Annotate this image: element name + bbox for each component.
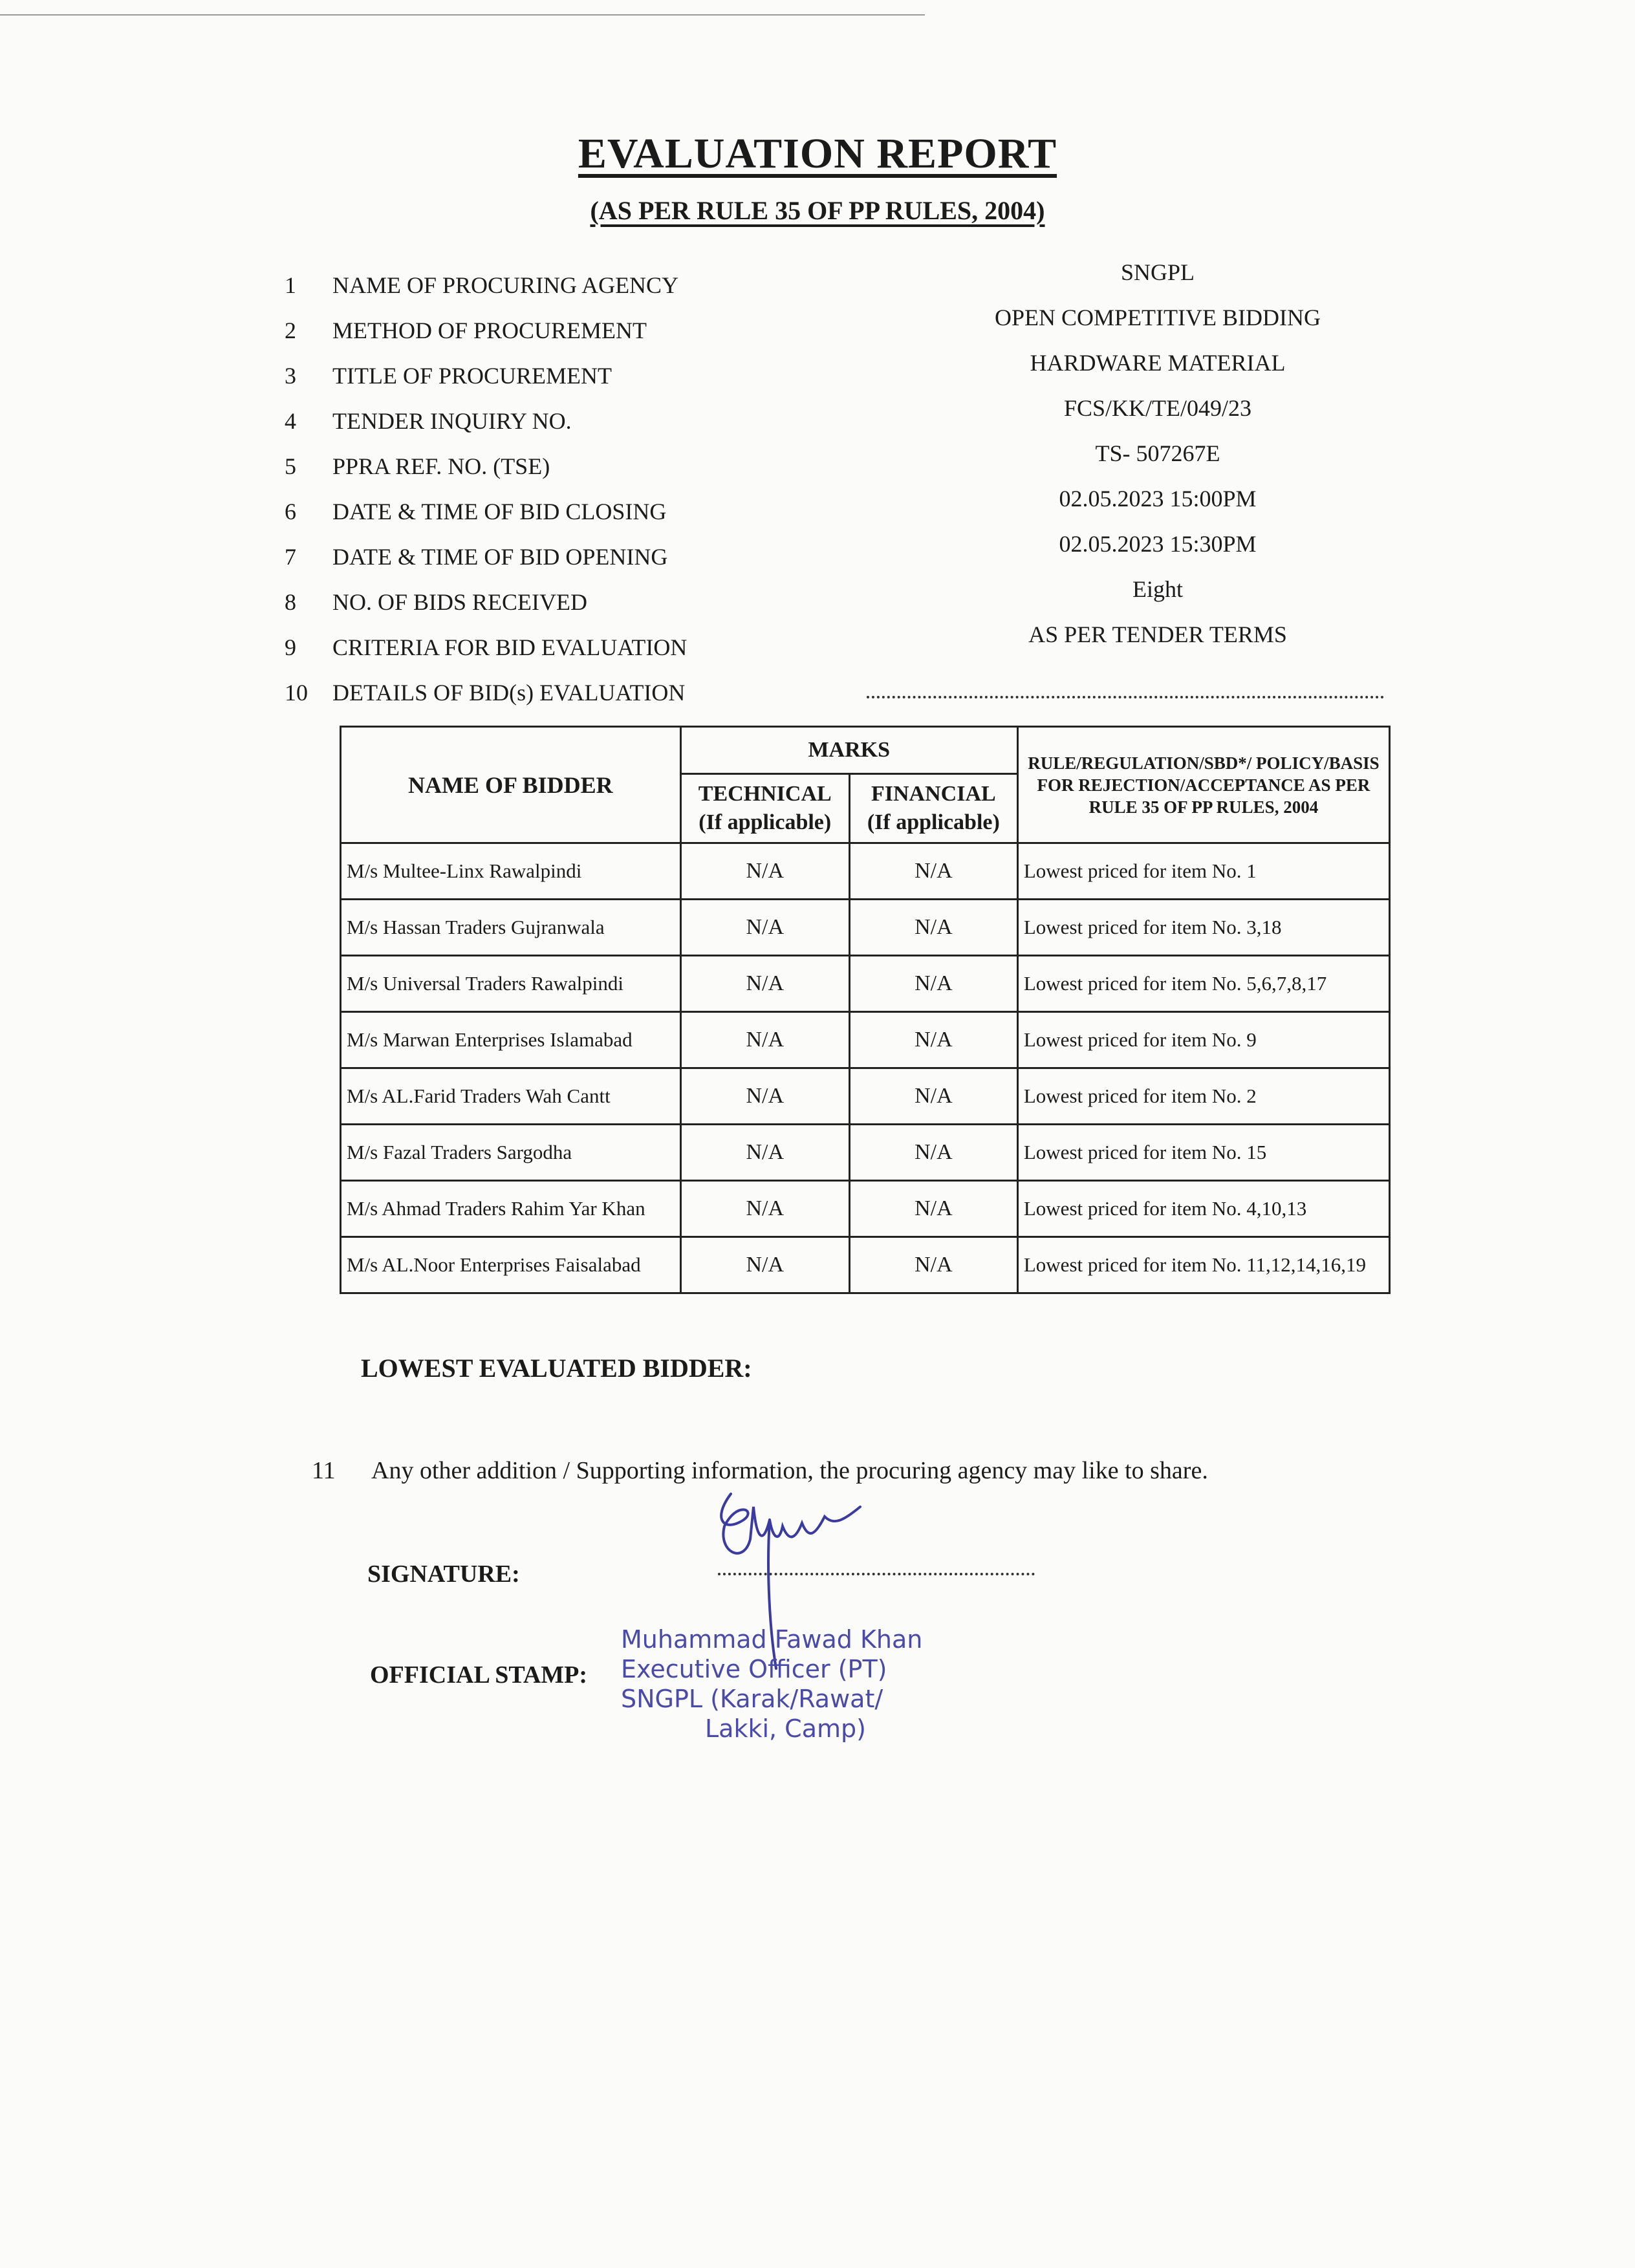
field-value: Eight (1132, 576, 1183, 602)
field-label: NAME OF PROCURING AGENCY (332, 272, 679, 298)
basis-text: Lowest priced for item No. 3,18 (1017, 900, 1389, 956)
official-stamp-label: OFFICIAL STAMP: (370, 1661, 588, 1689)
table-row (341, 956, 1390, 1012)
financial-mark: N/A (849, 843, 1017, 900)
field-number: 4 (285, 408, 296, 434)
report-title: EVALUATION REPORT (578, 130, 1057, 177)
bidder-name: M/s Ahmad Traders Rahim Yar Khan (341, 1181, 681, 1237)
financial-mark: N/A (849, 1125, 1017, 1181)
field-value: SNGPL (1120, 259, 1195, 285)
table-row (341, 1125, 1390, 1181)
header-financial-note: (If applicable) (867, 810, 1000, 834)
technical-mark: N/A (680, 1068, 849, 1125)
field-row-4 (285, 394, 1397, 440)
field-row-9 (285, 621, 1397, 666)
stamp-line: SNGPL (Karak/Rawat/ (621, 1685, 883, 1713)
scan-top-line (0, 14, 925, 16)
bidder-name: M/s Universal Traders Rawalpindi (341, 956, 681, 1012)
field-row-6 (285, 485, 1397, 530)
report-fields (285, 259, 1397, 711)
stamp-line: Lakki, Camp) (705, 1714, 866, 1743)
field-label: PPRA REF. NO. (TSE) (332, 453, 550, 479)
bidder-name: M/s Multee-Linx Rawalpindi (341, 843, 681, 900)
header-technical (680, 774, 849, 843)
basis-text: Lowest priced for item No. 11,12,14,16,19 (1017, 1237, 1389, 1293)
header-financial-label: FINANCIAL (871, 782, 996, 806)
bidder-name: M/s Hassan Traders Gujranwala (341, 900, 681, 956)
field-row-2 (285, 304, 1397, 349)
field-value: 02.05.2023 15:30PM (1059, 531, 1257, 557)
stamp-line: Muhammad Fawad Khan (621, 1625, 923, 1654)
field-label: METHOD OF PROCUREMENT (332, 318, 647, 343)
field-value: FCS/KK/TE/049/23 (1063, 395, 1252, 421)
basis-text: Lowest priced for item No. 5,6,7,8,17 (1017, 956, 1389, 1012)
technical-mark: N/A (680, 1181, 849, 1237)
financial-mark: N/A (849, 1068, 1017, 1125)
field-label: DATE & TIME OF BID OPENING (332, 544, 668, 570)
field-label: TITLE OF PROCUREMENT (332, 363, 612, 389)
field-value: OPEN COMPETITIVE BIDDING (995, 305, 1321, 330)
official-stamp (621, 1625, 957, 1744)
header-name-of-bidder: NAME OF BIDDER (341, 727, 681, 843)
table-row (341, 1068, 1390, 1125)
field-number: 11 (312, 1457, 336, 1484)
field-row-3 (285, 349, 1397, 394)
bidder-name: M/s Fazal Traders Sargodha (341, 1125, 681, 1181)
lowest-evaluated-bidder-label: LOWEST EVALUATED BIDDER: (361, 1354, 752, 1383)
table-row (341, 900, 1390, 956)
field-number: 6 (285, 499, 296, 524)
table-row (341, 843, 1390, 900)
technical-mark: N/A (680, 956, 849, 1012)
field-value: TS- 507267E (1095, 440, 1220, 466)
field-value: HARDWARE MATERIAL (1030, 350, 1286, 376)
header-technical-label: TECHNICAL (698, 782, 832, 806)
field-number: 1 (285, 272, 296, 298)
bidder-name: M/s Marwan Enterprises Islamabad (341, 1012, 681, 1068)
technical-mark: N/A (680, 843, 849, 900)
basis-text: Lowest priced for item No. 15 (1017, 1125, 1389, 1181)
table-header-row (341, 727, 1390, 774)
field-label: DETAILS OF BID(s) EVALUATION (332, 680, 686, 706)
field-label: CRITERIA FOR BID EVALUATION (332, 634, 688, 660)
field-row-5 (285, 440, 1397, 485)
technical-mark: N/A (680, 1012, 849, 1068)
dotted-line (867, 683, 1384, 698)
field-row-10 (285, 666, 1397, 711)
basis-text: Lowest priced for item No. 2 (1017, 1068, 1389, 1125)
bidder-name: M/s AL.Noor Enterprises Faisalabad (341, 1237, 681, 1293)
signature-label: SIGNATURE: (367, 1561, 520, 1588)
field-number: 2 (285, 318, 296, 343)
field-number: 10 (285, 680, 308, 706)
financial-mark: N/A (849, 900, 1017, 956)
field-row-7 (285, 530, 1397, 576)
technical-mark: N/A (680, 1237, 849, 1293)
basis-text: Lowest priced for item No. 4,10,13 (1017, 1181, 1389, 1237)
basis-text: Lowest priced for item No. 1 (1017, 843, 1389, 900)
header-technical-note: (If applicable) (698, 810, 832, 834)
field-row-8 (285, 576, 1397, 621)
financial-mark: N/A (849, 1012, 1017, 1068)
stamp-line: Executive Officer (PT) (621, 1655, 887, 1683)
basis-text: Lowest priced for item No. 9 (1017, 1012, 1389, 1068)
field-row-1 (285, 259, 1397, 304)
field-number: 8 (285, 589, 296, 615)
header-marks: MARKS (680, 727, 1017, 774)
header-financial (849, 774, 1017, 843)
financial-mark: N/A (849, 956, 1017, 1012)
header-rule-basis: RULE/REGULATION/SBD*/ POLICY/BASIS FOR REJECTION/ACCEPTANCE AS PER RULE 35 OF PP RULES, 2004 (1017, 727, 1389, 843)
technical-mark: N/A (680, 1125, 849, 1181)
field-label: DATE & TIME OF BID CLOSING (332, 499, 667, 524)
field-number: 3 (285, 363, 296, 389)
field-label: TENDER INQUIRY NO. (332, 408, 572, 434)
financial-mark: N/A (849, 1237, 1017, 1293)
table-row (341, 1181, 1390, 1237)
table-row (341, 1012, 1390, 1068)
financial-mark: N/A (849, 1181, 1017, 1237)
field-number: 5 (285, 453, 296, 479)
bid-evaluation-table (340, 726, 1391, 1294)
report-subtitle: (AS PER RULE 35 OF PP RULES, 2004) (590, 196, 1045, 225)
field-value: AS PER TENDER TERMS (1028, 621, 1287, 647)
field-value: 02.05.2023 15:00PM (1059, 486, 1257, 512)
field-number: 9 (285, 634, 296, 660)
bidder-name: M/s AL.Farid Traders Wah Cantt (341, 1068, 681, 1125)
table-row (341, 1237, 1390, 1293)
field-number: 7 (285, 544, 296, 570)
field-label: Any other addition / Supporting information, the procuring agency may like to share. (371, 1457, 1208, 1484)
technical-mark: N/A (680, 900, 849, 956)
field-label: NO. OF BIDS RECEIVED (332, 589, 588, 615)
